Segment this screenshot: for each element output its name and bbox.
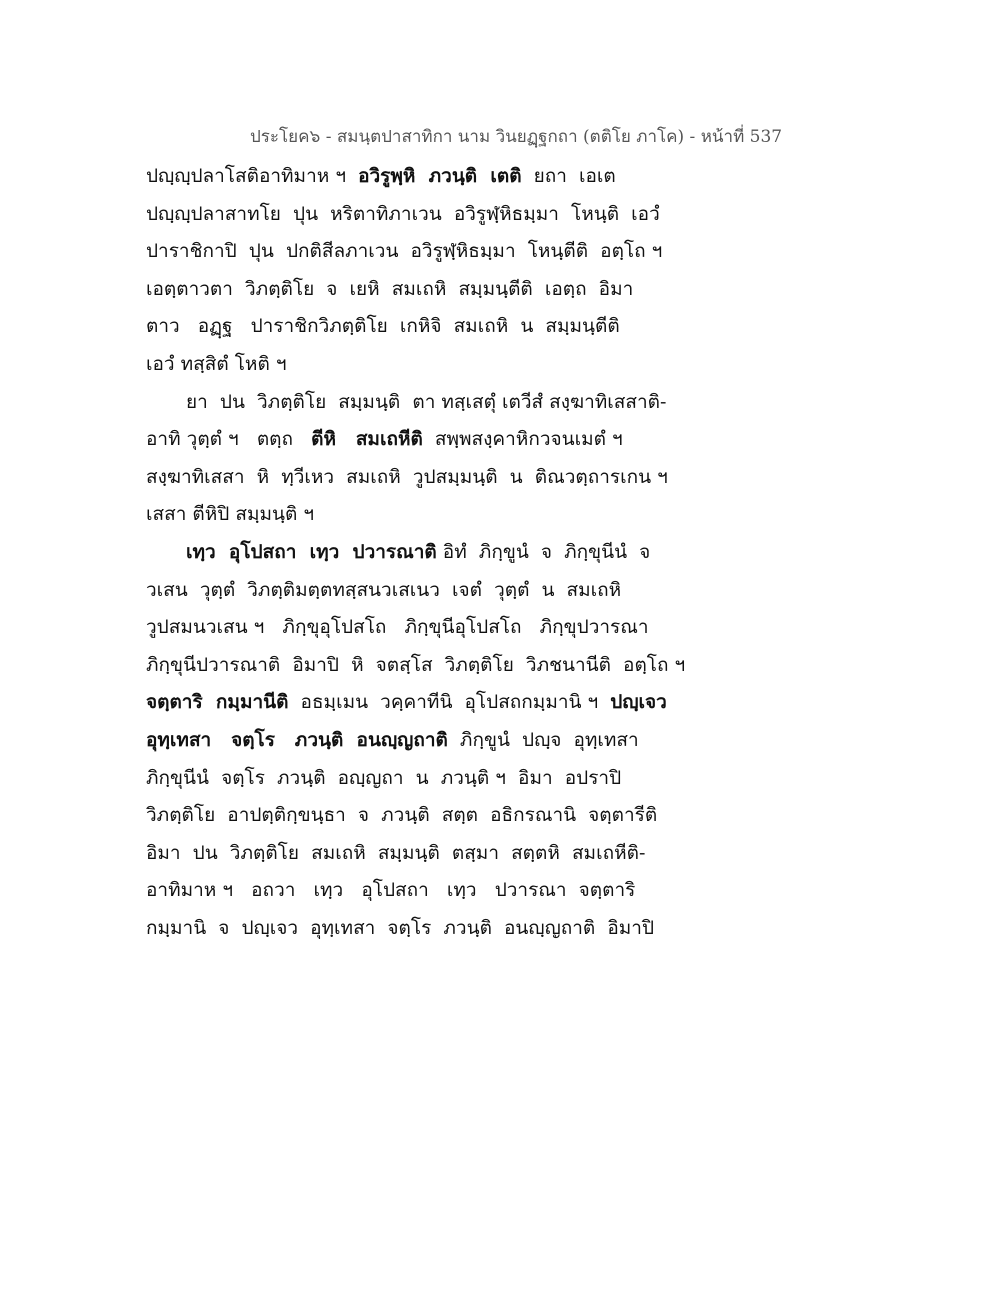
text-segment: อาทิ วุตฺตํ ฯ ตตฺถ: [146, 428, 312, 451]
text-line: [146, 760, 706, 798]
text-line: [146, 910, 706, 948]
paragraph: [146, 534, 706, 948]
text-segment: วิภตฺติโย อาปตฺติกฺขนฺธา จ ภวนฺติ สตฺต อธิกรณานิ จตฺตารีติ: [146, 804, 658, 827]
paragraph: [146, 158, 706, 384]
bold-term: ตีหิ สมเถหีติ: [311, 428, 423, 451]
text-segment: อิมา ปน วิภตฺติโย สมเถหิ สมฺมนฺติ ตสฺมา สตฺตหิ สมเถหีติ-: [146, 841, 646, 864]
text-line: [146, 872, 706, 910]
text-segment: ภิกฺขูนํ ปญฺจ อุทฺเทสา: [447, 728, 639, 751]
text-line: [146, 797, 706, 835]
text-segment: สพฺพสงฺคาหิกวจนเมตํ ฯ: [422, 428, 623, 451]
bold-term: เทฺว อุโปสถา เทฺว ปวารณาติ: [186, 540, 437, 563]
text-segment: สงฺฆาทิเสสา หิ ทฺวีเหว สมเถหิ วูปสมฺมนฺติ น ติณวตฺถารเกน ฯ: [146, 465, 668, 488]
text-segment: ภิกฺขุนีนํ จตฺโร ภวนฺติ อญฺญถา น ภวนฺติ ฯ อิมา อปราปิ: [146, 766, 622, 789]
page-body: [146, 158, 706, 947]
text-segment: ปญฺญฺปลาโสติอาทิมาห ฯ: [146, 165, 359, 187]
text-segment: ตาว อฏฺฐ ปาราชิกวิภตฺติโย เกหิจิ สมเถหิ น สมฺมนฺตีติ: [146, 315, 620, 338]
text-segment: ปญฺญฺปลาสาทโย ปุน หริตาทิภาเวน อวิรูฬฺหิธมฺมา โหนฺติ เอวํ: [146, 202, 660, 225]
text-segment: ยา ปน วิภตฺติโย สมฺมนฺติ ตา ทสฺเสตุํ เตวีสํ สงฺฆาทิเสสาติ-: [186, 390, 667, 413]
text-line: [146, 534, 706, 572]
text-line: [146, 609, 706, 647]
text-segment: ภิกฺขุนีปวารณาติ อิมาปิ หิ จตสฺโส วิภตฺติโย วิภชนานีติ อตฺโถ ฯ: [146, 653, 686, 676]
text-line: [146, 421, 706, 459]
bold-term: จตฺตาริ กมฺมานีติ: [146, 691, 289, 714]
text-line: [146, 572, 706, 610]
bold-term: อุทฺเทสา จตฺโร ภวนฺติ อนญฺญถาติ: [146, 728, 448, 751]
text-segment: อธมฺเมน วคฺคาทีนิ อุโปสถกมฺมานิ ฯ: [288, 691, 611, 714]
text-line: [146, 496, 706, 534]
text-line: [146, 233, 706, 271]
text-line: [146, 196, 706, 234]
text-line: [146, 835, 706, 873]
text-segment: กมฺมานิ จ ปญฺเจว อุทฺเทสา จตฺโร ภวนฺติ อนญฺญถาติ อิมาปิ: [146, 916, 655, 939]
text-line: [146, 647, 706, 685]
text-segment: เอวํ ทสฺสิตํ โหติ ฯ: [146, 352, 287, 375]
paragraph: [146, 384, 706, 534]
text-line: [146, 684, 706, 722]
text-segment: ปาราชิกาปิ ปุน ปกติสีลภาเวน อวิรูฬฺหิธมฺมา โหนฺตีติ อตฺโถ ฯ: [146, 240, 663, 263]
text-segment: อิทํ ภิกฺขูนํ จ ภิกฺขุนีนํ จ: [436, 540, 651, 563]
text-segment: ยถา เอเต: [521, 165, 616, 187]
text-segment: เอตฺตาวตา วิภตฺติโย จ เยหิ สมเถหิ สมฺมนฺตีติ เอตฺถ อิมา: [146, 277, 634, 300]
text-segment: อาทิมาห ฯ อถวา เทฺว อุโปสถา เทฺว ปวารณา จตฺตาริ: [146, 879, 636, 902]
text-line: [146, 346, 706, 384]
bold-term: อวิรูพฺหิ ภวนฺติ เตติ: [358, 165, 522, 187]
text-segment: วูปสมนวเสน ฯ ภิกฺขุอุโปสโถ ภิกฺขุนีอุโปสโถ ภิกฺขุปวารณา: [146, 616, 649, 639]
text-line: [146, 459, 706, 497]
bold-term: ปญฺเจว: [610, 691, 667, 714]
text-segment: เสสา ตีหิปิ สมฺมนฺติ ฯ: [146, 503, 315, 526]
text-line: [146, 271, 706, 309]
text-line: [146, 384, 706, 422]
page-header: ประโยค๖ - สมนฺตปาสาทิกา นาม วินยฏฺฐกถา (ตติโย ภาโค) - หน้าที่ 537: [250, 127, 783, 147]
text-line: [146, 308, 706, 346]
text-segment: วเสน วุตฺตํ วิภตฺติมตฺตทสฺสนวเสเนว เจตํ วุตฺตํ น สมเถหิ: [146, 578, 622, 601]
text-line: [146, 722, 706, 760]
text-line: [146, 158, 706, 196]
